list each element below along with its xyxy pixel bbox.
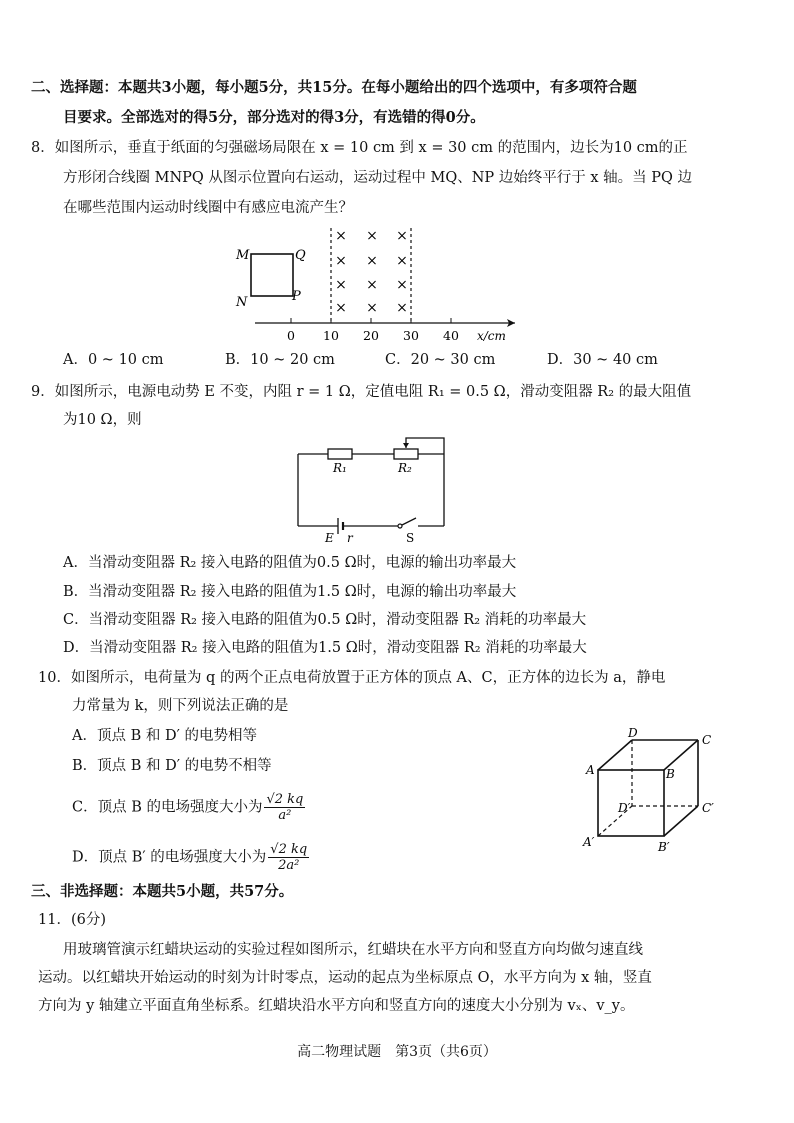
q9-option-a: A．当滑动变阻器 R₂ 接入电路的阻值为0.5 Ω时，电源的输出功率最大 [63,555,517,571]
field-mark: × [396,253,408,269]
rheostat-R2 [394,449,418,459]
q8-option-b: B．10 ~ 20 cm [225,352,335,368]
q8-option-d: D．30 ~ 40 cm [547,352,658,368]
label-R2: R₂ [398,461,412,475]
fraction-numerator: √2 kq [270,842,308,857]
vertex-label: B′ [658,840,670,854]
q9-option-b: B．当滑动变阻器 R₂ 接入电路的阻值为1.5 Ω时，电源的输出功率最大 [63,584,517,600]
q9-option-d: D．当滑动变阻器 R₂ 接入电路的阻值为1.5 Ω时，滑动变阻器 R₂ 消耗的功率最大 [63,640,587,656]
vertex-label: C′ [702,801,714,815]
q9-option-c: C．当滑动变阻器 R₂ 接入电路的阻值为0.5 Ω时，滑动变阻器 R₂ 消耗的功率最大 [63,612,587,628]
rheostat-slider [406,438,444,454]
q8-line3: 在哪些范围内运动时线圈中有感应电流产生？ [63,200,353,216]
field-mark: × [366,228,378,244]
switch-S [402,518,416,525]
label-M: M [236,248,250,263]
q10-option-d [72,842,309,873]
label-Q: Q [295,248,306,263]
field-mark: × [396,277,408,293]
field-mark: × [366,300,378,316]
section2-line2: 目要求。全部选对的得5分，部分选对的得3分，有选错的得0分。 [63,109,485,126]
q10-line1: 10．如图所示，电荷量为 q 的两个正点电荷放置于正方体的顶点 A、C，正方体的边长为 a，静电 [38,670,666,686]
field-mark: × [335,228,347,244]
vertex-label: B [666,767,675,781]
field-mark: × [396,300,408,316]
q10-option-c [72,792,305,823]
q8-line2: 方形闭合线圈 MNPQ 从图示位置向右运动，运动过程中 MQ、NP 边始终平行于 x 轴。当 PQ 边 [63,170,693,186]
label-P: P [292,289,301,304]
q10-cube-figure [578,728,728,858]
vertex-label: C [702,733,712,747]
q10-option-c-text: C．顶点 B 的电场强度大小为 [72,799,263,816]
tick-label: 10 [323,328,339,343]
label-N: N [236,295,248,310]
label-S: S [406,531,415,544]
q8-option-a: A．0 ~ 10 cm [63,352,164,368]
q11-line1: 用玻璃管演示红蜡块运动的实验过程如图所示，红蜡块在水平方向和竖直方向均做匀速直线 [63,942,643,958]
tick-label: 20 [363,328,379,343]
label-r: r [347,531,353,544]
label-E: E [325,531,334,544]
q10-option-a: A．顶点 B 和 D′ 的电势相等 [72,728,257,744]
page-footer: 高二物理试题 第3页（共6页） [297,1044,497,1060]
vertex-label: A [586,763,595,777]
q10-option-c-fraction [264,792,305,823]
q10-line2: 力常量为 k，则下列说法正确的是 [72,698,289,714]
q8-option-c: C．20 ~ 30 cm [385,352,496,368]
field-mark: × [366,253,378,269]
q10-option-d-fraction [268,842,309,873]
section3-title: 三、非选择题：本题共5小题，共57分。 [31,883,294,900]
cube-front-face [598,770,664,836]
field-mark: × [396,228,408,244]
q10-option-d-text: D．顶点 B′ 的电场强度大小为 [72,849,267,866]
tick-label: 30 [403,328,419,343]
q11-head: 11．(6分) [38,912,106,928]
label-R1: R₁ [333,461,347,475]
field-mark: × [335,277,347,293]
field-marks [335,228,408,316]
q9-line2: 为10 Ω，则 [63,412,142,428]
q8-figure [225,222,525,346]
vertex-label: A′ [583,835,595,849]
section2-line1: 二、选择题：本题共3小题，每小题5分，共15分。在每小题给出的四个选项中，有多项符合题 [31,79,637,96]
fraction-numerator: √2 kq [266,792,304,807]
q8-line1: 8．如图所示，垂直于纸面的匀强磁场局限在 x = 10 cm 到 x = 30 cm 的范围内，边长为10 cm的正 [31,140,688,156]
vertex-label: D [628,728,638,740]
resistor-R1 [328,449,352,459]
field-mark: × [366,277,378,293]
q9-line1: 9．如图所示，电源电动势 E 不变，内阻 r = 1 Ω，定值电阻 R₁ = 0.5 Ω，滑动变阻器 R₂ 的最大阻值 [31,384,692,400]
coil-square [251,254,293,296]
fraction-denominator: 2a² [278,858,300,873]
q9-circuit [292,434,452,544]
tick-label: 0 [287,328,295,343]
field-mark: × [335,253,347,269]
vertex-label: D′ [618,801,631,815]
tick-label: 40 [443,328,459,343]
field-mark: × [335,300,347,316]
q10-option-b: B．顶点 B 和 D′ 的电势不相等 [72,758,272,774]
axis-ticks [291,318,451,323]
q11-line3: 方向为 y 轴建立平面直角坐标系。红蜡块沿水平方向和竖直方向的速度大小分别为 vₓ、v_y。 [38,998,635,1014]
axis-label: x/cm [477,329,506,343]
q11-line2: 运动。以红蜡块开始运动的时刻为计时零点，运动的起点为坐标原点 O，水平方向为 x 轴，竖直 [38,970,652,986]
fraction-denominator: a² [278,808,292,823]
